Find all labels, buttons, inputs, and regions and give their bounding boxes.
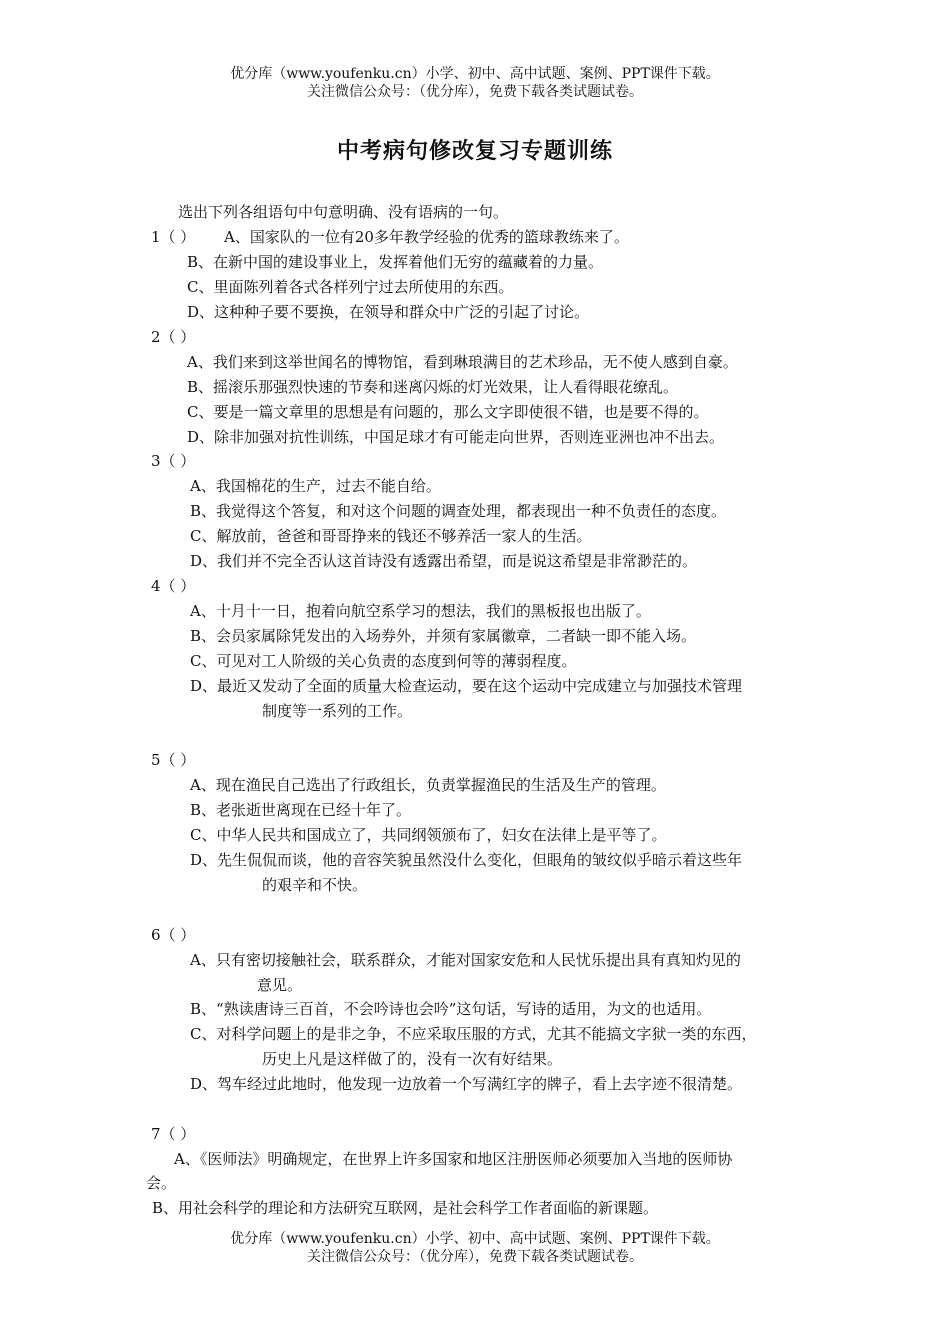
page-title: 中考病句修改复习专题训练	[336, 138, 613, 164]
question-number: 2（ ）	[151, 328, 196, 346]
option-line: 会。	[146, 1174, 177, 1192]
question-number: 4（ ）	[151, 577, 196, 595]
option-line: 的艰辛和不快。	[262, 876, 368, 894]
option-line: D、先生侃侃而谈，他的音容笑貌虽然没什么变化，但眼角的皱纹似乎暗示着这些年	[190, 851, 743, 869]
option-line: A、现在渔民自己选出了行政组长，负责掌握渔民的生活及生产的管理。	[190, 776, 666, 794]
option-line: D、最近又发动了全面的质量大检查运动，要在这个运动中完成建立与加强技术管理	[190, 677, 743, 695]
option-line: 制度等一系列的工作。	[262, 702, 413, 720]
option-line: D、这种种子要不要换，在领导和群众中广泛的引起了讨论。	[187, 303, 590, 321]
option-line: A、我们来到这举世闻名的博物馆，看到琳琅满目的艺术珍品，无不使人感到自豪。	[187, 353, 738, 371]
option-line: B、会员家属除凭发出的入场券外，并须有家属徽章，二者缺一即不能入场。	[190, 627, 697, 645]
option-line: 意见。	[257, 976, 303, 994]
option-line: D、驾车经过此地时，他发现一边放着一个写满红字的牌子，看上去字迹不很清楚。	[190, 1075, 743, 1093]
option-line: D、除非加强对抗性训练，中国足球才有可能走向世界，否则连亚洲也冲不出去。	[187, 428, 725, 446]
question-number: 3（ ）	[151, 452, 196, 470]
option-line: A、十月十一日，抱着向航空系学习的想法，我们的黑板报也出版了。	[190, 602, 651, 620]
option-line: B、摇滚乐那强烈快速的节奏和迷离闪烁的灯光效果，让人看得眼花缭乱。	[187, 378, 679, 396]
option-line: A、只有密切接触社会，联系群众，才能对国家安危和人民忧乐提出具有真知灼见的	[190, 951, 741, 969]
option-line: B、在新中国的建设事业上，发挥着他们无穷的蕴藏着的力量。	[187, 253, 604, 271]
option-line: C、里面陈列着各式各样列宁过去所使用的东西。	[187, 278, 514, 296]
question-number: 6（ ）	[151, 926, 196, 944]
option-line: C、可见对工人阶级的关心负责的态度到何等的薄弱程度。	[190, 652, 577, 670]
header-line-1: 优分库（www.youfenku.cn）小学、初中、高中试题、案例、PPT课件下载。	[230, 66, 720, 82]
question-number: 1（ ）	[151, 228, 196, 246]
header-line-2: 关注微信公众号：（优分库），免费下载各类试题试卷。	[307, 84, 643, 100]
option-line: C、要是一篇文章里的思想是有问题的，那么文字即使很不错，也是要不得的。	[187, 403, 709, 421]
footer-line-2: 关注微信公众号：（优分库），免费下载各类试题试卷。	[307, 1249, 643, 1265]
option-line: D、我们并不完全否认这首诗没有透露出希望，而是说这希望是非常渺茫的。	[190, 552, 698, 570]
option-line: 历史上凡是这样做了的，没有一次有好结果。	[262, 1050, 563, 1068]
option-line: B、我觉得这个答复，和对这个问题的调查处理，都表现出一种不负责任的态度。	[190, 502, 727, 520]
question-number: 5（ ）	[151, 751, 196, 769]
option-line: A、我国棉花的生产，过去不能自给。	[190, 477, 441, 495]
question-number: 7（ ）	[151, 1125, 196, 1143]
option-line: B、用社会科学的理论和方法研究互联网，是社会科学工作者面临的新课题。	[152, 1199, 659, 1217]
option-line: A、国家队的一位有20多年教学经验的优秀的篮球教练来了。	[224, 228, 629, 246]
instruction: 选出下列各组语句中句意明确、没有语病的一句。	[178, 203, 509, 221]
option-line: A、《医师法》明确规定，在世界上许多国家和地区注册医师必须要加入当地的医师协	[174, 1150, 733, 1168]
option-line: B、老张逝世离现在已经十年了。	[190, 801, 412, 819]
option-line: C、对科学问题上的是非之争，不应采取压服的方式，尤其不能搞文字狱一类的东西，	[190, 1025, 757, 1043]
option-line: B、“熟读唐诗三百首，不会吟诗也会吟”这句话，写诗的适用，为文的也适用。	[190, 1000, 712, 1018]
option-line: C、中华人民共和国成立了，共同纲领颁布了，妇女在法律上是平等了。	[190, 826, 667, 844]
footer-line-1: 优分库（www.youfenku.cn）小学、初中、高中试题、案例、PPT课件下载。	[230, 1231, 720, 1247]
option-line: C、解放前，爸爸和哥哥挣来的钱还不够养活一家人的生活。	[190, 527, 592, 545]
